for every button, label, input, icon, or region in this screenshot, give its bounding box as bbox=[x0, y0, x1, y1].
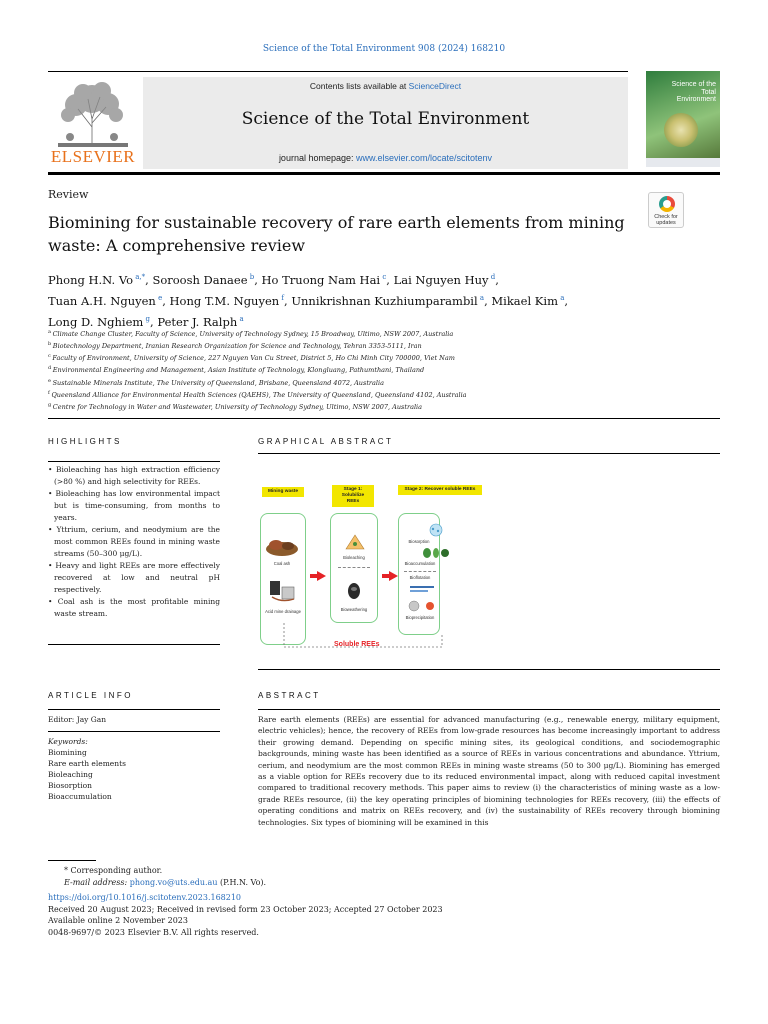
highlight-item: • Heavy and light REEs are more effectively recovered at low and neutral pH respectively. bbox=[48, 560, 220, 596]
homepage-prefix: journal homepage: bbox=[278, 153, 356, 163]
ga-label-bioaccumulation: Bioaccumulation bbox=[404, 561, 436, 566]
affiliation-text: Queensland Alliance for Environmental Health Sciences (QAEHS), The University of Queensland, Queensland 4102, Australia bbox=[51, 390, 467, 399]
ga-label-bioflotation: Bioflotation bbox=[409, 575, 431, 580]
author-affiliation-marker[interactable]: a,* bbox=[133, 273, 146, 281]
ga-label-amd: Acid mine drainage bbox=[265, 609, 301, 614]
affiliation-item bbox=[48, 351, 720, 363]
ga-arrow-1 bbox=[317, 571, 326, 581]
paper-title: Biomining for sustainable recovery of rare earth elements from mining waste: A comprehensive review bbox=[48, 213, 625, 255]
author-name[interactable]: Unnikrishnan Kuzhiumparambil bbox=[291, 293, 478, 308]
contents-line bbox=[143, 81, 628, 91]
email-label: E-mail address: bbox=[64, 877, 130, 887]
journal-homepage-link[interactable]: www.elsevier.com/locate/scitotenv bbox=[356, 153, 493, 163]
highlight-item: • Bioleaching has high extraction efficiency (>80 %) and high selectivity for REEs. bbox=[48, 464, 220, 488]
author-name[interactable]: Peter J. Ralph bbox=[157, 314, 238, 329]
author-email-link[interactable]: phong.vo@uts.edu.au bbox=[129, 877, 218, 887]
author-affiliation-marker[interactable]: f bbox=[279, 293, 284, 302]
ga-tag-stage2: Stage 2: Recover soluble REEs bbox=[398, 485, 482, 495]
author-name[interactable]: Ho Truong Nam Hai bbox=[261, 272, 381, 287]
footnotes bbox=[48, 860, 720, 938]
journal-cover-image[interactable] bbox=[646, 71, 720, 167]
journal-header bbox=[48, 71, 720, 172]
author-name[interactable]: Mikael Kim bbox=[491, 293, 558, 308]
homepage-line bbox=[143, 153, 628, 163]
author-affiliation-marker[interactable]: a bbox=[477, 293, 485, 302]
footnote-rule bbox=[48, 860, 96, 861]
email-note bbox=[48, 877, 720, 889]
author-affiliation-marker[interactable]: e bbox=[155, 293, 163, 302]
author-affiliation-marker[interactable]: g bbox=[143, 314, 151, 323]
copyright-line: 0048-9697/© 2023 Elsevier B.V. All rights reserved. bbox=[48, 927, 259, 937]
header-rule bbox=[48, 71, 628, 72]
biosorption-icon bbox=[426, 523, 446, 537]
editor-line: Editor: Jay Gan bbox=[48, 714, 220, 732]
author-affiliation-marker[interactable]: c bbox=[380, 273, 387, 281]
affiliation-marker: g bbox=[48, 401, 53, 408]
affiliation-item bbox=[48, 376, 720, 388]
author-affiliation-marker[interactable]: a bbox=[557, 293, 565, 302]
ga-feedback-line bbox=[282, 623, 446, 653]
journal-title: Science of the Total Environment bbox=[241, 109, 530, 129]
corresponding-text: Corresponding author. bbox=[70, 866, 163, 875]
affiliation-rule bbox=[48, 418, 720, 419]
keyword-list bbox=[48, 747, 220, 802]
author-name[interactable]: Lai Nguyen Huy bbox=[393, 272, 489, 287]
author-line-3: Long D. Nghiem $^g$, Peter J. Ralph $^a$ bbox=[48, 314, 244, 329]
ga-label-bioweathering: Bioweathering bbox=[340, 607, 368, 612]
author-list bbox=[48, 268, 720, 330]
ga-divider-stage2 bbox=[404, 571, 436, 572]
highlights-bottom-rule bbox=[48, 644, 220, 645]
affiliation-item bbox=[48, 363, 720, 375]
author-line-2: Tuan A.H. Nguyen $^e$, Hong T.M. Nguyen $^f$, Unnikrishnan Kuzhiumparambil $^a$, Mikael Kim $^a$, bbox=[48, 293, 569, 308]
cover-graphic bbox=[664, 113, 698, 147]
bioflotation-icon bbox=[408, 583, 436, 595]
doi-link[interactable]: https://doi.org/10.1016/j.scitotenv.2023.168210 bbox=[48, 893, 242, 902]
ga-arrow-2 bbox=[389, 571, 398, 581]
author-name[interactable]: Tuan A.H. Nguyen bbox=[48, 293, 156, 308]
affiliation-marker: d bbox=[48, 365, 53, 372]
graphical-abstract-bottom-rule bbox=[258, 669, 720, 670]
coal-ash-icon bbox=[264, 537, 300, 557]
elsevier-wordmark: ELSEVIER bbox=[50, 147, 136, 166]
graphical-abstract-figure[interactable] bbox=[258, 463, 484, 661]
graphical-abstract-rule bbox=[258, 453, 720, 454]
affiliation-item bbox=[48, 388, 720, 400]
ga-tag-stage1: Stage 1: Solubilize REEs bbox=[332, 485, 374, 507]
article-type: Review bbox=[48, 188, 89, 201]
highlight-item: • Bioleaching has low environmental impact but is time-consuming, from months to years. bbox=[48, 488, 220, 524]
affiliation-marker: e bbox=[48, 377, 53, 384]
check-updates-icon bbox=[659, 196, 675, 212]
available-online: Available online 2 November 2023 bbox=[48, 916, 188, 925]
affiliation-item bbox=[48, 339, 720, 351]
affiliation-text: Sustainable Minerals Institute, The University of Queensland, Brisbane, Queensland 4072, Australia bbox=[52, 378, 384, 387]
abstract-text: Rare earth elements (REEs) are essential for advanced manufacturing (e.g., renewable energy, military equipment, electric vehicles); hence, the recovery of REEs from low-grade resources has become increasingly important to address their growing demand. Depending on specific mining sites, its geological conditions, and sociodemographic backgrounds, mining waste has been identified as a source of REEs in various concentrations and abundance. Yttrium, cerium, and neodymium are the most common REEs in mining waste streams (50 to 300 μg/L). Biomining has emerged as a viable option for REEs recovery due to its reduced environmental impact, along with reduced capital investment compared to traditional recovery methods. This paper aims to review (i) the characteristics of mining waste as a low-grade REEs resource, (ii) the key operating principles of biomining technologies for REEs recovery, (iii) the effects of operating conditions and matrix on REEs recovery, and (iv) the sustainability of REEs recovery through biomining technologies. Six types of biomining will be examined in this bbox=[258, 709, 720, 828]
received-dates: Received 20 August 2023; Received in revised form 23 October 2023; Accepted 27 October 2023 bbox=[48, 904, 443, 914]
contents-prefix: Contents lists available at bbox=[309, 81, 409, 91]
ga-label-biosorption: Biosorption bbox=[408, 539, 430, 544]
article-info-panel bbox=[48, 709, 220, 802]
keyword-item: Rare earth elements bbox=[48, 759, 126, 768]
ga-label-coal-ash: Coal ash bbox=[273, 561, 291, 566]
affiliation-text: Biotechnology Department, Iranian Research Organization for Science and Technology, Tehran 3353-5111, Iran bbox=[52, 342, 422, 351]
author-affiliation-marker[interactable]: b bbox=[247, 273, 255, 281]
bioprecipitation-icon bbox=[408, 599, 438, 613]
highlight-item: • Coal ash is the most profitable mining waste stream. bbox=[48, 596, 220, 620]
ga-label-bioprecipitation: Bioprecipitation bbox=[405, 615, 435, 620]
check-updates-label: Check for updates bbox=[654, 214, 678, 226]
bioleaching-icon bbox=[344, 533, 366, 551]
graphical-abstract-heading: GRAPHICAL ABSTRACT bbox=[258, 437, 394, 446]
affiliation-text: Climate Change Cluster, Faculty of Science, University of Technology Sydney, 15 Broadway, Ultimo, NSW 2007, Australia bbox=[52, 330, 454, 339]
keyword-item: Biomining bbox=[48, 748, 87, 757]
ga-label-soluble-rees: Soluble REEs bbox=[334, 641, 380, 648]
affiliation-text: Faculty of Environment, University of Science, 227 Nguyen Van Cu Street, District 5, Ho Chi Minh City 700000, Viet Nam bbox=[52, 354, 455, 363]
affiliation-marker: a bbox=[48, 329, 53, 335]
article-info-heading: ARTICLE INFO bbox=[48, 691, 133, 700]
ga-divider-stage1 bbox=[338, 567, 370, 568]
header-thick-rule bbox=[48, 172, 720, 175]
author-affiliation-marker[interactable]: d bbox=[488, 273, 496, 281]
acid-mine-drainage-icon bbox=[268, 579, 296, 603]
journal-reference-link[interactable]: Science of the Total Environment 908 (2024) 168210 bbox=[262, 44, 506, 54]
check-for-updates-button[interactable] bbox=[648, 192, 684, 228]
corresponding-author-note: * Corresponding author. bbox=[64, 866, 163, 875]
author-name[interactable]: Hong T.M. Nguyen bbox=[169, 293, 280, 308]
keyword-item: Biosorption bbox=[48, 781, 92, 790]
keyword-item: Bioleaching bbox=[48, 770, 93, 779]
cover-title: Science of the Total Environment bbox=[671, 81, 716, 103]
affiliation-list bbox=[48, 327, 720, 412]
affiliation-text: Environmental Engineering and Management, Asian Institute of Technology, Klongluang, Pathumthani, Thailand bbox=[52, 366, 425, 375]
ga-tag-mining-waste: Mining waste bbox=[262, 487, 304, 497]
journal-banner bbox=[143, 77, 628, 169]
keywords-heading: Keywords: bbox=[48, 737, 88, 746]
affiliation-item bbox=[48, 400, 720, 412]
abstract-heading: ABSTRACT bbox=[258, 691, 321, 700]
author-line-1: Phong H.N. Vo $^{a,*}$, Soroosh Danaee $^b$, Ho Truong Nam Hai $^c$, Lai Nguyen Huy $^d$, bbox=[48, 272, 499, 287]
sciencedirect-link[interactable]: ScienceDirect bbox=[408, 81, 462, 91]
author-affiliation-marker[interactable]: a bbox=[237, 314, 244, 323]
highlights-list bbox=[48, 461, 220, 620]
email-suffix: (P.H.N. Vo). bbox=[217, 877, 267, 887]
affiliation-marker: c bbox=[48, 353, 53, 360]
author-name[interactable]: Phong H.N. Vo bbox=[48, 272, 133, 287]
bioaccumulation-icon bbox=[422, 547, 450, 559]
author-name[interactable]: Long D. Nghiem bbox=[48, 314, 144, 329]
affiliation-item bbox=[48, 327, 720, 339]
affiliation-marker: f bbox=[48, 389, 52, 396]
bioweathering-icon bbox=[346, 581, 362, 601]
highlights-heading: HIGHLIGHTS bbox=[48, 437, 122, 446]
affiliation-marker: b bbox=[48, 341, 53, 348]
cover-strip bbox=[646, 158, 720, 167]
author-name[interactable]: Soroosh Danaee bbox=[152, 272, 248, 287]
highlight-item: • Yttrium, cerium, and neodymium are the most common REEs found in mining waste streams (50–300 μg/L). bbox=[48, 524, 220, 560]
affiliation-text: Centre for Technology in Water and Wastewater, University of Technology Sydney, Ultimo, NSW 2007, Australia bbox=[52, 403, 423, 412]
ga-label-bioleaching: Bioleaching bbox=[343, 555, 365, 560]
keyword-item: Bioaccumulation bbox=[48, 792, 112, 801]
